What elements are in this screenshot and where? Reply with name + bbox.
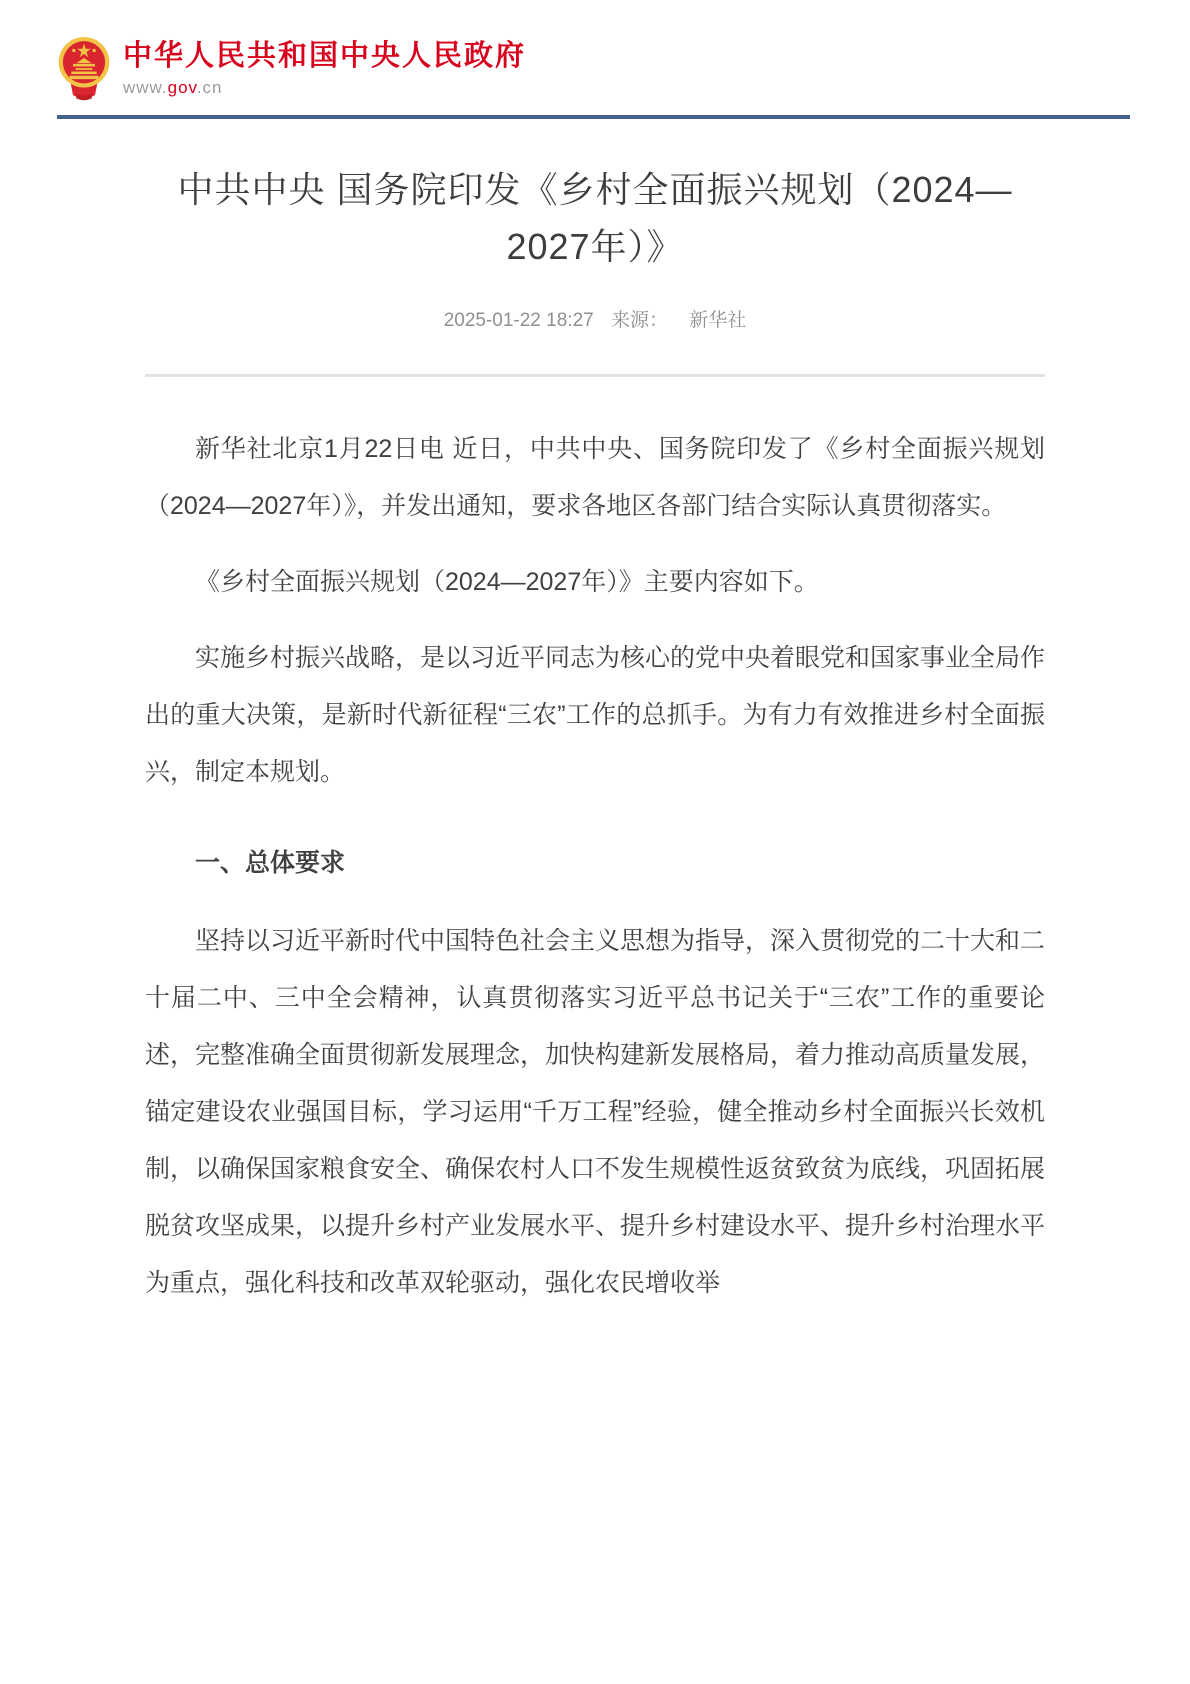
source-label: 来源：	[610, 310, 668, 331]
article-paragraph: 实施乡村振兴战略，是以习近平同志为核心的党中央着眼党和国家事业全局作出的重大决策，是新时代新征程“三农”工作的总抓手。为有力有效推进乡村全面振兴，制定本规划。	[145, 644, 1046, 786]
article-paragraph: 坚持以习近平新时代中国特色社会主义思想为指导，深入贯彻党的二十大和二十届二中、三中全会精神，认真贯彻落实习近平总书记关于“三农”工作的重要论述，完整准确全面贯彻新发展理念，加快构建新发展格局，着力推动高质量发展，锚定建设农业强国目标，学习运用“千万工程”经验，健全推动乡村全面振兴长效机制，以确保国家粮食安全、确保农村人口不发生规模性返贫致贫为底线，巩固拓展脱贫攻坚成果，以提升乡村产业发展水平、提升乡村建设水平、提升乡村治理水平为重点，强化科技和改革双轮驱动，强化农民增收举	[145, 927, 1046, 1297]
section-heading: 一、总体要求	[195, 849, 346, 877]
article-meta	[145, 305, 1045, 332]
publish-datetime: 2025-01-22 18:27	[443, 310, 594, 331]
header-divider	[57, 115, 1130, 119]
site-url-prefix: www.	[123, 78, 168, 98]
article-title: 中共中央 国务院印发《乡村全面振兴规划（2024—2027年）》	[177, 169, 1013, 267]
source-name: 新华社	[689, 310, 747, 331]
site-title: 中华人民共和国中央人民政府	[123, 39, 527, 72]
site-logo-link[interactable]	[57, 36, 1130, 102]
site-url-suffix: .cn	[196, 78, 223, 98]
site-header	[0, 0, 1190, 119]
site-url	[123, 78, 526, 98]
meta-divider	[145, 374, 1045, 377]
article	[145, 161, 1045, 1312]
site-url-highlight: gov	[167, 78, 197, 98]
article-paragraph: 新华社北京1月22日电 近日，中共中央、国务院印发了《乡村全面振兴规划（2024—2027年）》，并发出通知，要求各地区各部门结合实际认真贯彻落实。	[145, 435, 1045, 520]
article-paragraph: 《乡村全面振兴规划（2024—2027年）》主要内容如下。	[195, 568, 819, 596]
article-body	[145, 421, 1045, 1312]
brand-block	[123, 40, 526, 98]
national-emblem-icon	[57, 36, 111, 102]
